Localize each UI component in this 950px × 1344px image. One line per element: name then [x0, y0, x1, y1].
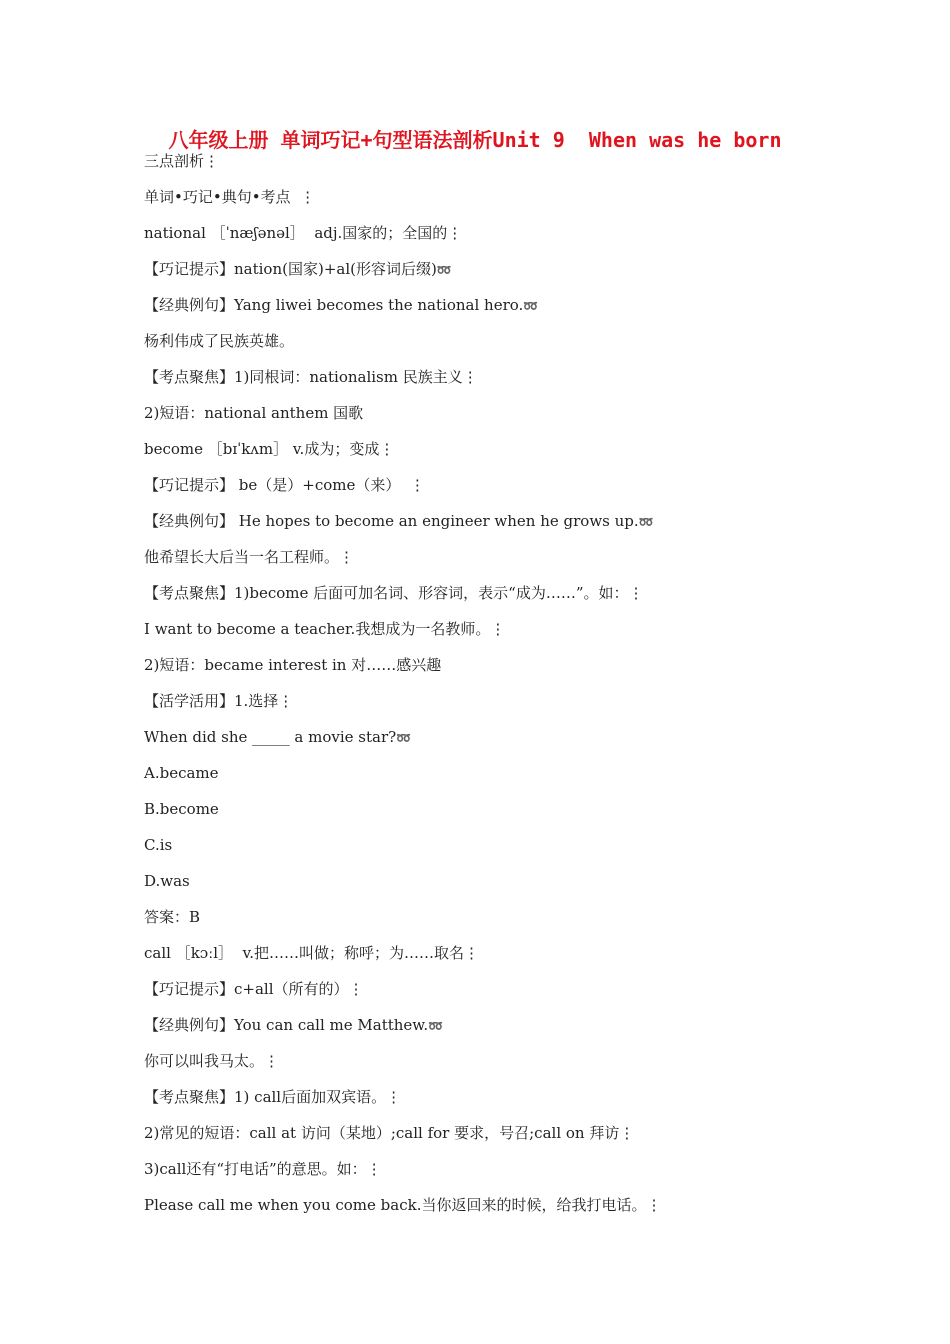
option-d: D.was	[144, 872, 190, 890]
text-line: 【考点聚焦】1)become 后面可加名词、形容词，表示“成为……”。如：⋮	[144, 584, 644, 602]
text-line: 【巧记提示】c+all（所有的）⋮	[144, 980, 364, 998]
text-line: 2)短语：national anthem 国歌	[144, 404, 364, 422]
exercise-question: When did she _____ a movie star?➿	[144, 728, 412, 746]
answer: 答案：B	[144, 908, 201, 926]
text-line: 杨利伟成了民族英雄。	[144, 332, 295, 350]
scribble-mark-icon: ➿	[523, 299, 539, 313]
text-line: 2)短语：became interest in 对……感兴趣	[144, 656, 442, 674]
word-entry: national ［ˈnæʃənəl］ adj.国家的；全国的⋮	[144, 224, 463, 242]
text-line: 他希望长大后当一名工程师。⋮	[144, 548, 355, 566]
word-entry: call ［kɔːl］ v.把……叫做；称呼；为……取名⋮	[144, 944, 480, 962]
word-entry: become ［bɪˈkʌm］ v.成为；变成⋮	[144, 440, 395, 458]
scribble-mark-icon: ➿	[396, 731, 412, 745]
document-title: 八年级上册 单词巧记+句型语法剖析Unit 9 When was he born	[168, 128, 782, 152]
scribble-mark-icon: ➿	[638, 515, 654, 529]
option-b: B.become	[144, 800, 219, 818]
option-c: C.is	[144, 836, 173, 854]
scribble-mark-icon: ➿	[436, 263, 452, 277]
text-line: 【考点聚焦】1) call后面加双宾语。⋮	[144, 1088, 402, 1106]
text-line: 【活学活用】1.选择⋮	[144, 692, 294, 710]
document-body	[144, 150, 844, 1230]
text-line: 【经典例句】Yang liwei becomes the national hero.➿	[144, 296, 539, 314]
text-line: 【经典例句】You can call me Matthew.➿	[144, 1016, 444, 1034]
text-line: 你可以叫我马太。⋮	[144, 1052, 280, 1070]
text-line: 【考点聚焦】1)同根词：nationalism 民族主义⋮	[144, 368, 478, 386]
option-a: A.became	[144, 764, 219, 782]
text-line: 【经典例句】 He hopes to become an engineer when he grows up.➿	[144, 512, 654, 530]
text-line: 【巧记提示】nation(国家)+al(形容词后缀)➿	[144, 260, 452, 278]
text-line: 【巧记提示】 be（是）+come（来） ⋮	[144, 476, 425, 494]
text-line: 三点剖析⋮	[144, 152, 220, 170]
scribble-mark-icon: ➿	[428, 1019, 444, 1033]
text-line: 2)常见的短语：call at 访问（某地）;call for 要求，号召;call on 拜访⋮	[144, 1124, 635, 1142]
text-line: Please call me when you come back.当你返回来的时候，给我打电话。⋮	[144, 1196, 662, 1214]
text-line: I want to become a teacher.我想成为一名教师。⋮	[144, 620, 506, 638]
text-line: 单词•巧记•典句•考点 ⋮	[144, 188, 316, 206]
text-line: 3)call还有“打电话”的意思。如：⋮	[144, 1160, 382, 1178]
